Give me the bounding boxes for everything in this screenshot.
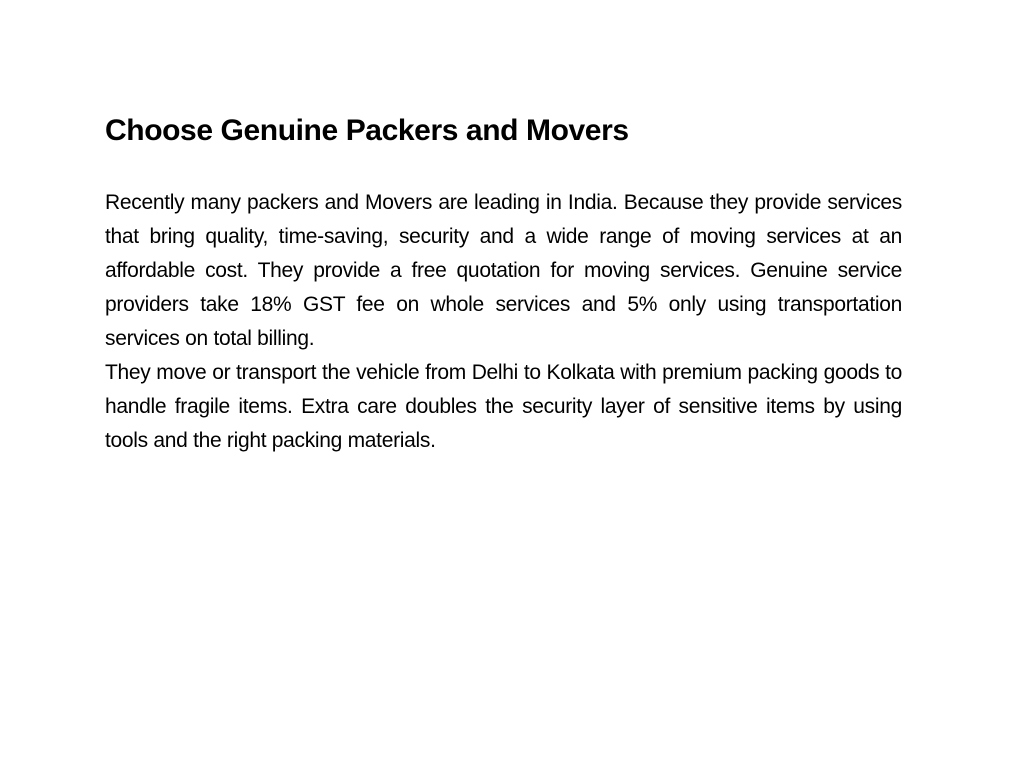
body-paragraph: They move or transport the vehicle from Delhi to Kolkata with premium packing goods to handle fragile items. Extra care doubles the security layer of sensitive items by using tools and the right packing materials. [105, 361, 902, 452]
slide-body [105, 186, 902, 458]
body-paragraph: Recently many packers and Movers are leading in India. Because they provide services that bring quality, time-saving, security and a wide range of moving services at an affordable cost. They provide a free quotation for moving services. Genuine service providers take 18% GST fee on whole services and 5% only using transportation services on total billing. [105, 191, 902, 350]
slide-title: Choose Genuine Packers and Movers [105, 114, 629, 147]
